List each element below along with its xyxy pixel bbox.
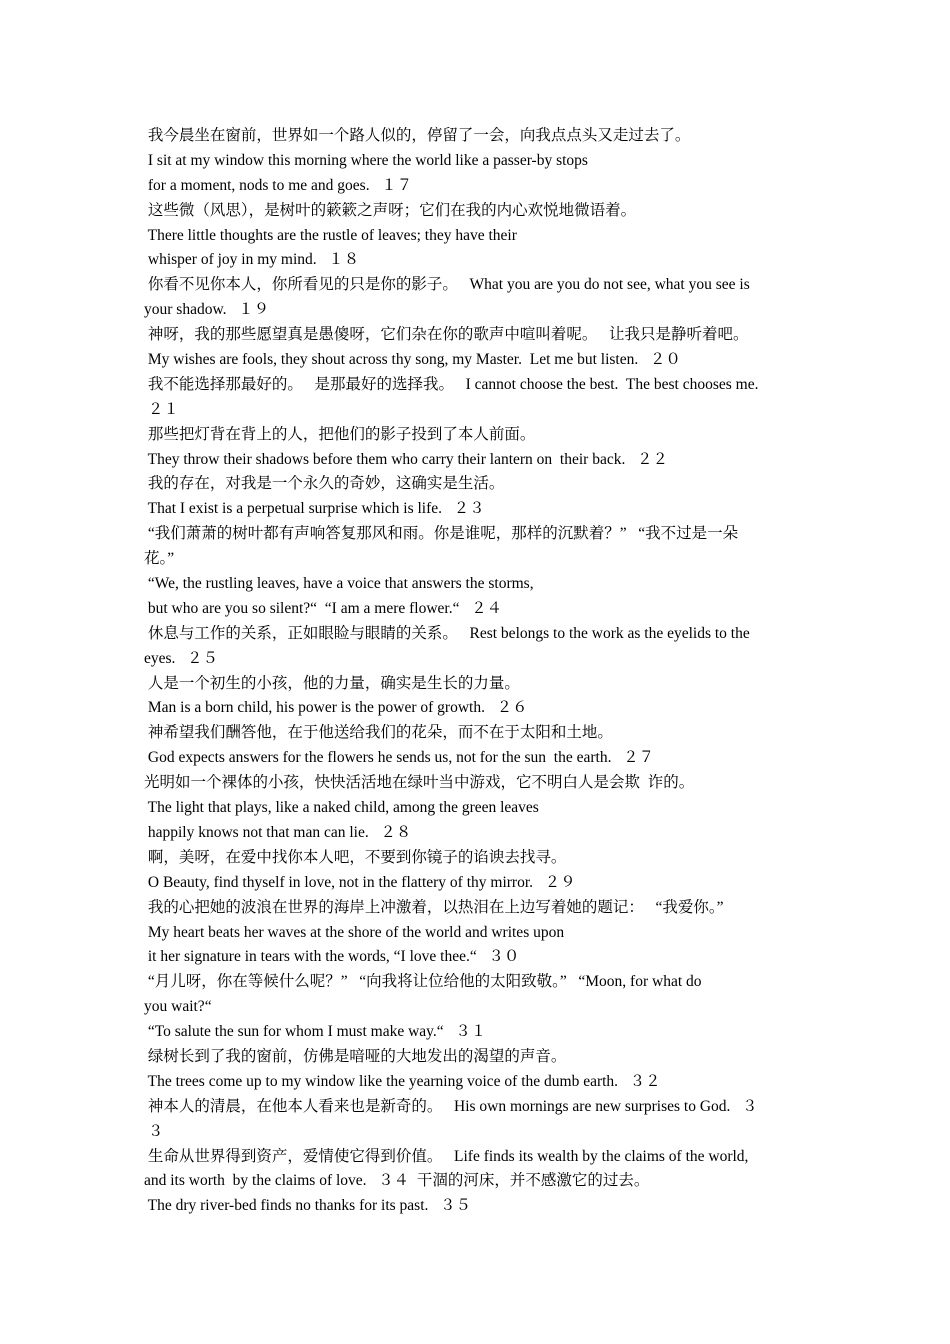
text-line: 绿树长到了我的窗前，仿佛是喑哑的大地发出的渴望的声音。 [144,1047,567,1065]
text-line: ３ [144,1122,164,1140]
text-line: The light that plays, like a naked child, among the green leaves [144,799,539,817]
text-line: 花。” [144,550,175,568]
text-line: The trees come up to my window like the yearning voice of the dumb earth. ３２ [144,1072,661,1090]
text-line: 那些把灯背在背上的人，把他们的影子投到了本人前面。 [144,425,536,443]
text-line: O Beauty, find thyself in love, not in the flattery of thy mirror. ２９ [144,873,576,891]
text-line: “We, the rustling leaves, have a voice that answers the storms, [144,575,534,593]
text-line: 神呀，我的那些愿望真是愚傻呀，它们杂在你的歌声中喧叫着呢。 让我只是静听着吧。 [144,326,749,344]
text-line: Man is a born child, his power is the power of growth. ２６ [144,699,528,717]
text-line: you wait?“ [144,998,212,1016]
text-line: 神希望我们酬答他，在于他送给我们的花朵，而不在于太阳和土地。 [144,724,613,742]
text-line: I sit at my window this morning where the world like a passer-by stops [144,151,588,169]
text-line: “我们萧萧的树叶都有声响答复那风和雨。你是谁呢，那样的沉默着？” “我不过是一朵 [144,525,739,543]
text-line: it her signature in tears with the words, “I love thee.“ ３０ [144,948,520,966]
text-line: eyes. ２５ [144,649,219,667]
text-line: 这些微（风思），是树叶的簌簌之声呀；它们在我的内心欢悦地微语着。 [144,201,637,219]
text-line: 啊，美呀，在爱中找你本人吧，不要到你镜子的谄谀去找寻。 [144,848,567,866]
text-line: 人是一个初生的小孩，他的力量，确实是生长的力量。 [144,674,520,692]
text-line: 生命从世界得到资产，爱情使它得到价值。 Life finds its wealth by the claims of the world, [144,1147,749,1165]
text-line: My wishes are fools, they shout across thy song, my Master. Let me but listen. ２０ [144,351,681,369]
text-line: ２１ [144,400,179,418]
text-line: but who are you so silent?“ “I am a mere flower.“ ２４ [144,599,503,617]
text-line: whisper of joy in my mind. １８ [144,251,360,269]
text-line: 光明如一个裸体的小孩，快快活活地在绿叶当中游戏，它不明白人是会欺 诈的。 [144,774,695,792]
text-line: 我的存在，对我是一个永久的奇妙，这确实是生活。 [144,475,505,493]
text-line: God expects answers for the flowers he sends us, not for the sun the earth. ２７ [144,749,655,767]
document-page [144,124,808,1219]
text-line: for a moment, nods to me and goes. １７ [144,176,413,194]
text-line: your shadow. １９ [144,301,270,319]
text-line: 我不能选择那最好的。 是那最好的选择我。 I cannot choose the best. The best chooses me. [144,375,759,393]
text-line: “To salute the sun for whom I must make way.“ ３１ [144,1023,487,1041]
text-line: The dry river-bed finds no thanks for its past. ３５ [144,1197,471,1215]
text-line: They throw their shadows before them who carry their lantern on their back. ２２ [144,450,668,468]
text-line: 你看不见你本人，你所看见的只是你的影子。 What you are you do not see, what you see is [144,276,750,294]
text-line: There little thoughts are the rustle of leaves; they have their [144,226,517,244]
text-line: happily knows not that man can lie. ２８ [144,823,412,841]
text-line: 我的心把她的波浪在世界的海岸上冲激着，以热泪在上边写着她的题记： “我爱你。” [144,898,724,916]
text-line: My heart beats her waves at the shore of the world and writes upon [144,923,565,941]
text-line: “月儿呀，你在等候什么呢？” “向我将让位给他的太阳致敬。” “Moon, for what do [144,973,702,991]
text-line: That I exist is a perpetual surprise which is life. ２３ [144,500,485,518]
text-line: 神本人的清晨，在他本人看来也是新奇的。 His own mornings are new surprises to God. ３ [144,1097,758,1115]
text-line: 休息与工作的关系，正如眼睑与眼睛的关系。 Rest belongs to the work as the eyelids to the [144,624,750,642]
text-line: 我今晨坐在窗前，世界如一个路人似的，停留了一会，向我点点头又走过去了。 [144,127,691,144]
text-line: and its worth by the claims of love. ３４ 干涸的河床，并不感激它的过去。 [144,1172,650,1190]
